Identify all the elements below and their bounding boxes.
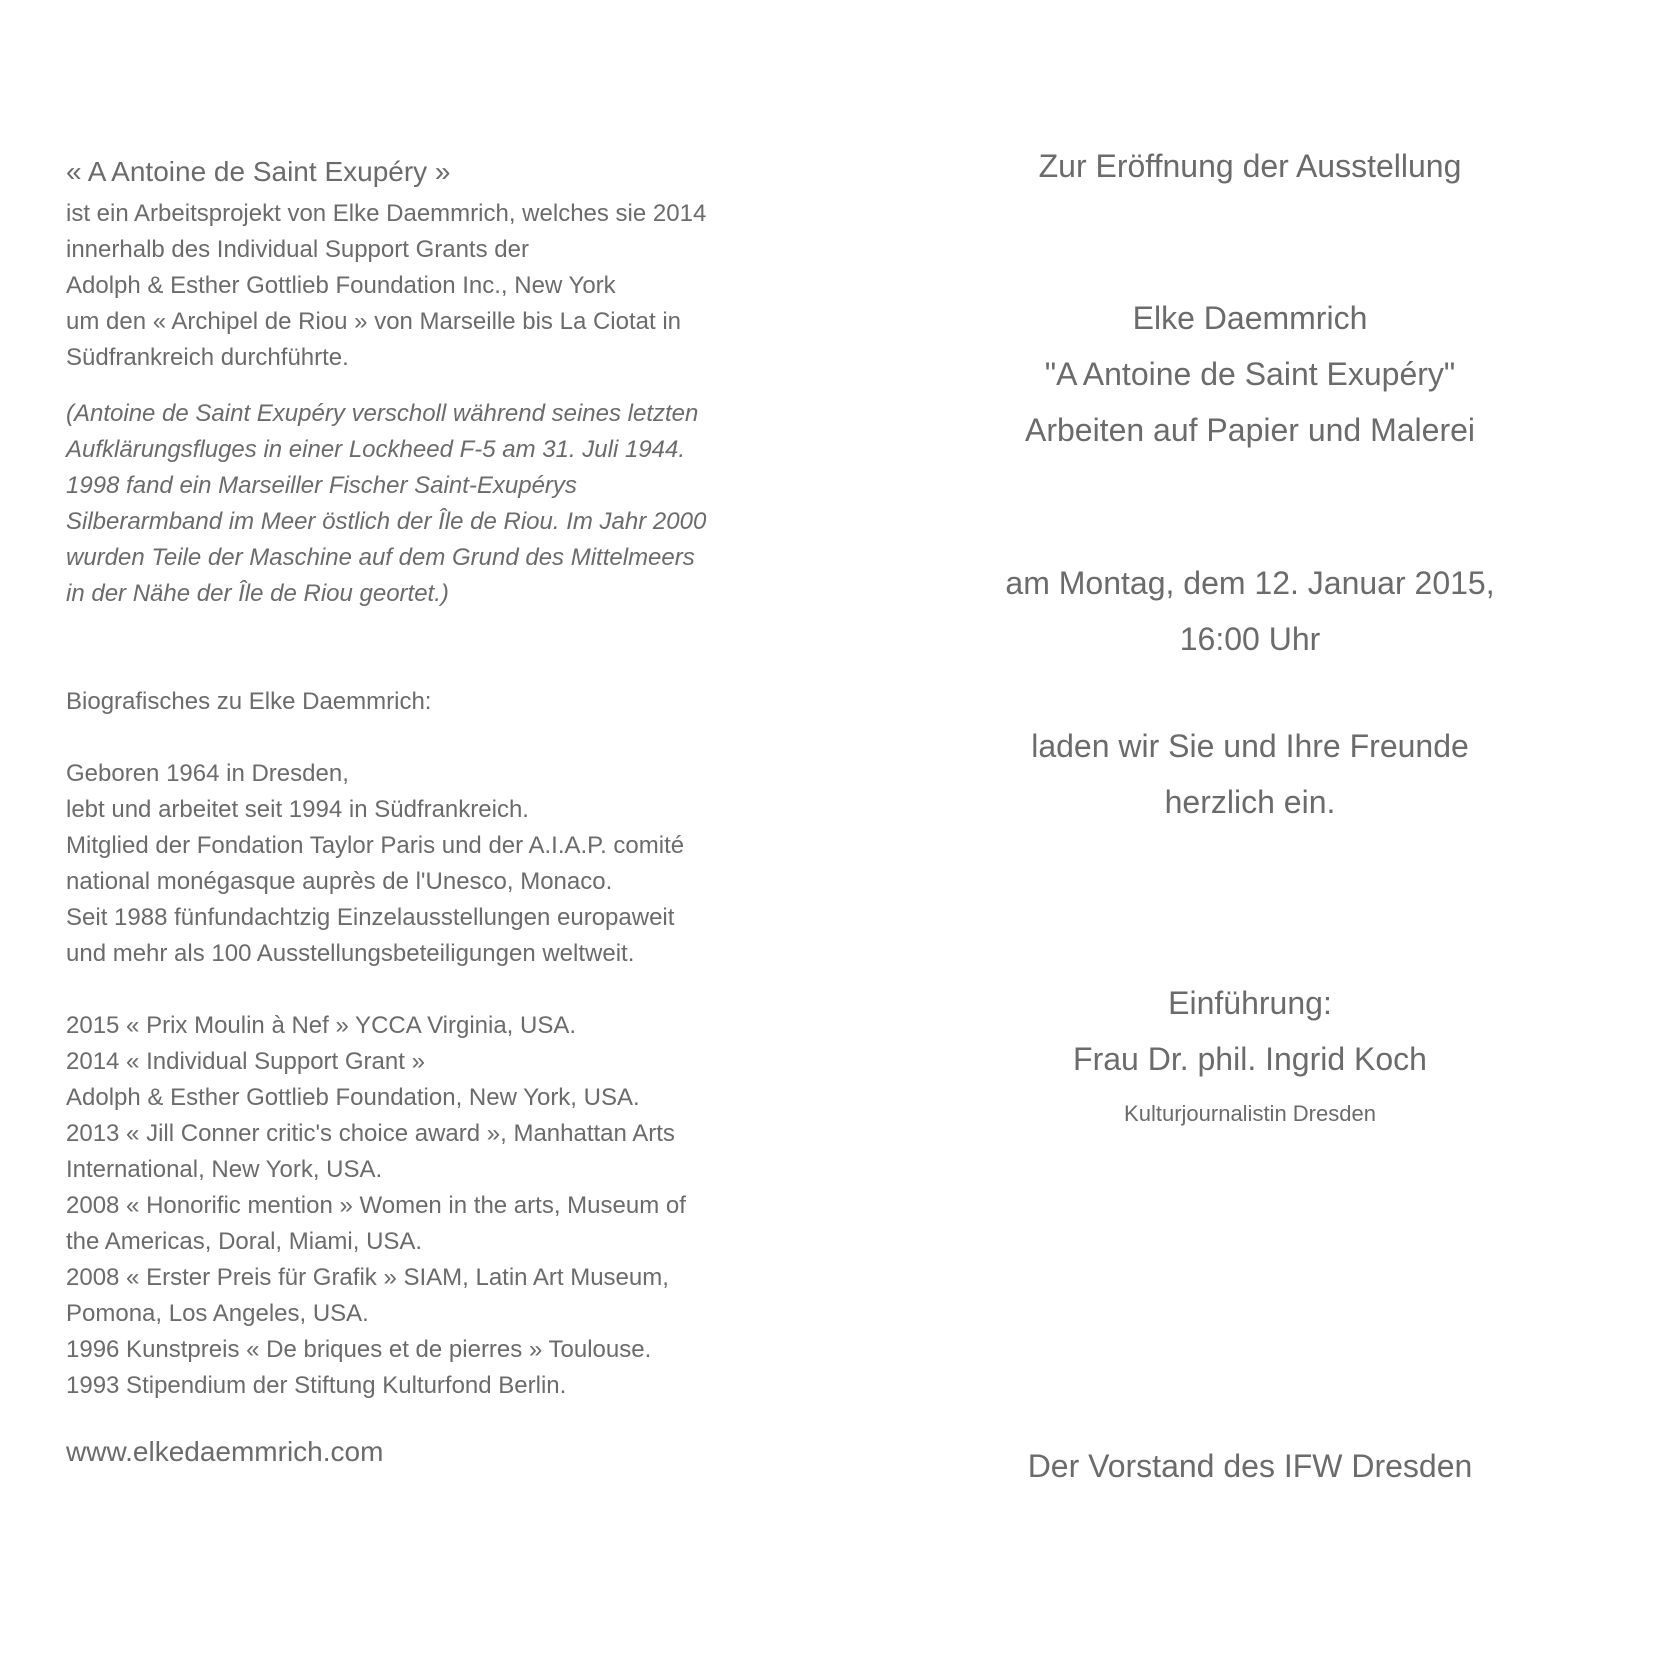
award-line: the Americas, Doral, Miami, USA. (66, 1228, 423, 1255)
event-date: am Montag, dem 12. Januar 2015, (1005, 565, 1495, 601)
bio-line: Geboren 1964 in Dresden, (66, 760, 349, 787)
award-line: 2013 « Jill Conner critic's choice award », Manhattan Arts (66, 1120, 675, 1147)
award-line: International, New York, USA. (66, 1156, 383, 1183)
award-line: 2015 « Prix Moulin à Nef » YCCA Virginia, USA. (66, 1012, 577, 1039)
award-line: 1996 Kunstpreis « De briques et de pierres » Toulouse. (66, 1336, 652, 1363)
award-line: 2014 « Individual Support Grant » (66, 1048, 425, 1075)
exhibition-subtitle: Arbeiten auf Papier und Malerei (1024, 412, 1476, 448)
bio-line: Seit 1988 fünfundachtzig Einzelausstellungen europaweit (66, 904, 675, 931)
intro-line: um den « Archipel de Riou » von Marseille bis La Ciotat in (66, 308, 681, 335)
award-line: Adolph & Esther Gottlieb Foundation, New York, USA. (66, 1084, 640, 1111)
project-title: « A Antoine de Saint Exupéry » (66, 156, 451, 187)
note-line: Aufklärungsfluges in einer Lockheed F-5 am 31. Juli 1944. (66, 436, 686, 463)
note-line: Silberarmband im Meer östlich der Île de Riou. Im Jahr 2000 (66, 508, 707, 535)
bio-heading: Biografisches zu Elke Daemmrich: (66, 688, 432, 715)
invitation-line: herzlich ein. (1164, 784, 1336, 820)
award-line: 2008 « Erster Preis für Grafik » SIAM, Latin Art Museum, (66, 1264, 669, 1291)
intro-line: innerhalb des Individual Support Grants der (66, 236, 529, 263)
project-intro (66, 196, 826, 376)
award-line: 1993 Stipendium der Stiftung Kulturfond Berlin. (66, 1372, 567, 1399)
bio-line: national monégasque auprès de l'Unesco, Monaco. (66, 868, 613, 895)
note-line: (Antoine de Saint Exupéry verscholl während seines letzten (66, 400, 699, 427)
event-time: 16:00 Uhr (1179, 621, 1321, 657)
awards-list (66, 1008, 826, 1404)
bio-line: Mitglied der Fondation Taylor Paris und der A.I.A.P. comité (66, 832, 685, 859)
speaker-name: Frau Dr. phil. Ingrid Koch (1073, 1041, 1427, 1077)
award-line: Pomona, Los Angeles, USA. (66, 1300, 369, 1327)
intro-line: Südfrankreich durchführte. (66, 344, 349, 371)
website-link[interactable]: www.elkedaemmrich.com (66, 1436, 384, 1467)
intro-line: ist ein Arbeitsprojekt von Elke Daemmrich, welches sie 2014 (66, 200, 707, 227)
introduction-label: Einführung: (1168, 985, 1332, 1021)
note-line: in der Nähe der Île de Riou geortet.) (66, 580, 449, 607)
note-line: 1998 fand ein Marseiller Fischer Saint-Exupérys (66, 472, 577, 499)
award-line: 2008 « Honorific mention » Women in the arts, Museum of (66, 1192, 686, 1219)
intro-line: Adolph & Esther Gottlieb Foundation Inc., New York (66, 272, 616, 299)
bio-line: lebt und arbeitet seit 1994 in Südfrankreich. (66, 796, 529, 823)
opening-heading: Zur Eröffnung der Ausstellung (1038, 148, 1462, 184)
project-description-column (66, 150, 826, 1470)
historical-note (66, 396, 826, 612)
invitation-line: laden wir Sie und Ihre Freunde (1031, 728, 1469, 764)
note-line: wurden Teile der Maschine auf dem Grund des Mittelmeers (66, 544, 695, 571)
signature: Der Vorstand des IFW Dresden (1027, 1448, 1473, 1484)
exhibition-title: "A Antoine de Saint Exupéry" (1044, 356, 1456, 392)
bio-line: und mehr als 100 Ausstellungsbeteiligungen weltweit. (66, 940, 635, 967)
artist-name: Elke Daemmrich (1132, 300, 1368, 336)
biography (66, 756, 826, 972)
speaker-role: Kulturjournalistin Dresden (1124, 1101, 1376, 1126)
